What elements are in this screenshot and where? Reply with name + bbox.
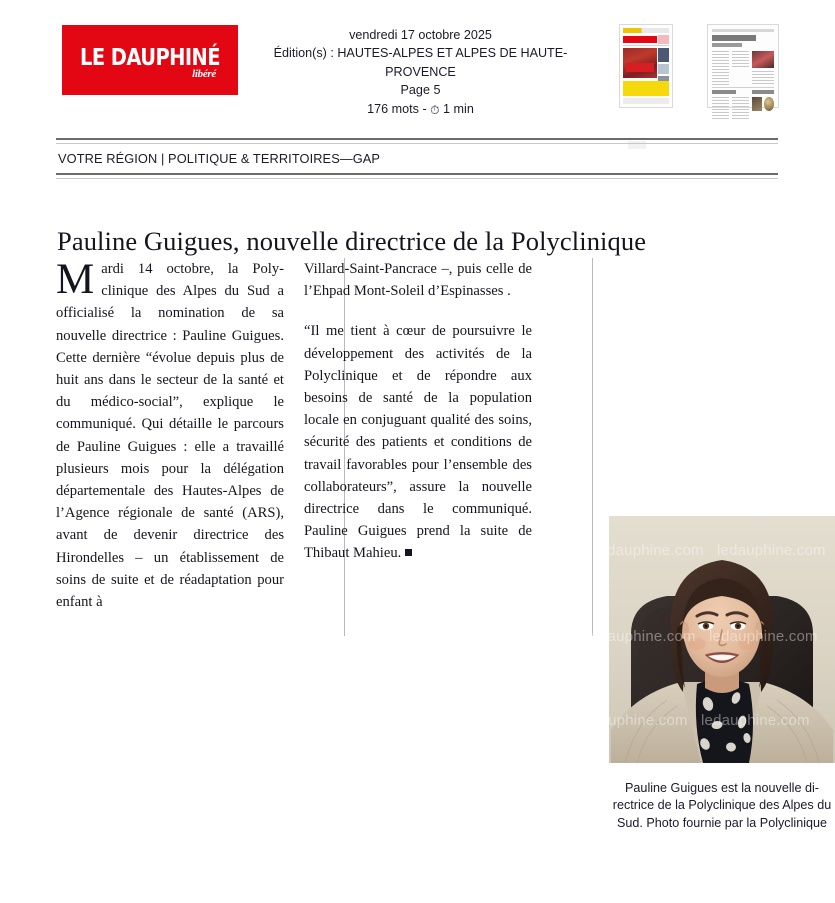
inner-thumb-column-4 <box>712 97 729 119</box>
word-count-and-reading-time <box>248 100 593 119</box>
thumb-side-image-2 <box>658 64 669 74</box>
thumb-side-block <box>658 35 669 44</box>
inner-thumb-header <box>712 29 774 32</box>
portrait-photo <box>579 516 835 763</box>
watermark-text: ledauphine.com <box>595 542 704 559</box>
thumb-yellow-banner <box>623 81 669 96</box>
inner-thumb-column-1 <box>712 51 729 85</box>
thumb-masthead <box>623 36 657 43</box>
section-breadcrumb-bar <box>56 138 778 179</box>
end-of-article-marker <box>405 549 412 556</box>
inner-thumb-rule <box>712 87 774 88</box>
inner-thumb-title-4 <box>752 90 774 94</box>
clock-icon: ⏱ <box>430 102 440 117</box>
inner-thumb-image-1 <box>752 51 774 68</box>
page-number: Page 5 <box>400 83 441 98</box>
article-photo-block <box>579 516 835 832</box>
watermark-text: ledauphine.com <box>701 712 810 729</box>
breadcrumb: VOTRE RÉGION | POLITIQUE & TERRITOIRES—GAP <box>58 151 381 166</box>
thumb-rule <box>623 45 669 46</box>
logo-wordmark: LE DAUPHINÉ <box>80 45 220 71</box>
publication-date: vendredi 17 octobre 2025 <box>349 28 492 42</box>
page-thumbnails <box>619 24 789 106</box>
article-column-1 <box>56 258 284 613</box>
inner-thumb-column-2 <box>732 51 749 67</box>
column-2-text: “Il me tient à cœur de poursuivre le développement des activités de la Polyclinique et de répondre aux besoins de santé de la population locale en conjuguant qualité des soins, sécurité des patients et conditions de travail favorables pour l’ensemble des collaborateurs”, assure la nouvelle directrice dans le communiqué. Pauline Guigues prend la suite de Thibaut Mahieu. <box>304 323 532 562</box>
watermark-text: ledauphine.com <box>587 628 696 645</box>
thumb-bottom-bar <box>623 98 669 104</box>
photo-caption: Pauline Guigues est la nouvelle directrice de la Polyclinique des Alpes du Sud. Photo fournie par la Polyclinique <box>612 781 832 830</box>
column-1-text: ardi 14 octobre, la Polyclinique des Alpes du Sud a officialisé la nomination de sa nouvelle directrice : Pauline Guigues. Cette dernière “évolue depuis plus de huit ans dans le secteur de la santé et du médico-social”, explique le communiqué. Qui détaille le parcours de Pauline Guigues : elle a travaillé plusieurs mois pour la délégation départementale des Hautes-Alpes de l’Agence régionale de santé (ARS), avant de devenir directrice des Hirondelles – un établissement de soins de suite et de réadaptation pour enfant à <box>56 261 284 611</box>
thumb-topbar <box>623 28 669 33</box>
inner-thumb-column-3 <box>752 71 774 84</box>
le-dauphine-logo[interactable] <box>62 25 238 95</box>
thumb-photo-caption-bar <box>626 63 654 72</box>
page-header <box>0 0 834 132</box>
watermark-text: ledauphine.com <box>709 628 818 645</box>
paragraph: Villard-Saint-Pancrace –, puis celle de l’Ehpad Mont-Soleil d’Espinasses . <box>304 261 532 300</box>
breadcrumb-bottom-rule <box>56 173 778 179</box>
inner-thumb-image-2 <box>752 97 762 111</box>
article-body <box>56 256 832 830</box>
inner-page-thumbnail[interactable] <box>707 24 779 108</box>
inner-thumb-title-1 <box>712 35 756 41</box>
inner-thumb-column-5 <box>732 97 749 119</box>
drop-cap: M <box>56 256 95 303</box>
article-metadata <box>248 26 593 119</box>
inner-thumb-title-2 <box>712 43 742 47</box>
watermark-text: ledauphine.com <box>717 542 826 559</box>
article-column-2 <box>304 258 532 565</box>
paragraph <box>56 258 284 613</box>
reading-time: 1 min <box>439 101 474 116</box>
page-title: Pauline Guigues, nouvelle directrice de la Polyclinique <box>57 225 647 256</box>
edition-label: Édition(s) : HAUTES-ALPES ET ALPES DE HAUTE-PROVENCE <box>273 46 568 79</box>
column-divider-2 <box>592 258 593 636</box>
watermark-text: ledauphine.com <box>579 712 688 729</box>
front-page-thumbnail[interactable] <box>619 24 673 108</box>
inner-thumb-title-3 <box>712 90 736 94</box>
logo-subtitle: libéré <box>192 68 216 80</box>
paragraph <box>304 320 532 564</box>
thumb-side-image-1 <box>658 48 669 62</box>
word-count: 176 mots - <box>367 101 431 116</box>
inner-thumb-image-3 <box>764 97 774 111</box>
